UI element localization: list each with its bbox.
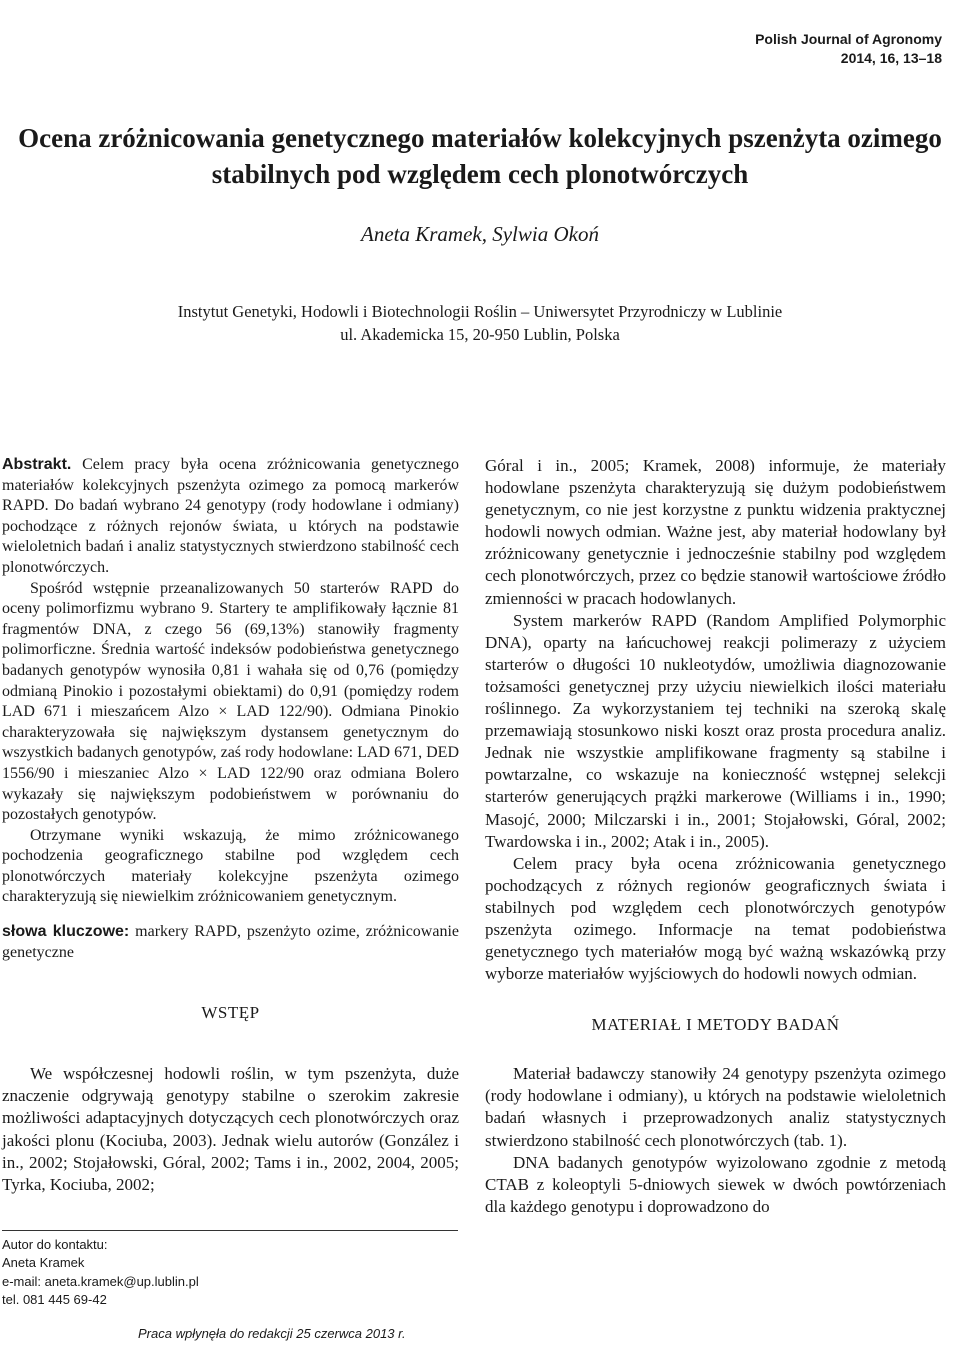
journal-issue: 2014, 16, 13–18 bbox=[840, 50, 942, 66]
abstract-label: Abstrakt. bbox=[2, 456, 72, 473]
keywords-label: słowa kluczowe: bbox=[2, 923, 130, 941]
right-column bbox=[485, 455, 946, 1218]
intro-heading: WSTĘP bbox=[201, 1003, 260, 1023]
contact-email[interactable]: e-mail: aneta.kramek@up.lublin.pl bbox=[2, 1273, 199, 1289]
abstract-paragraph-1 bbox=[2, 455, 459, 579]
intro-paragraph-1: We współczesnej hodowli roślin, w tym pszenżyta, duże znaczenie odgrywają genotypy stabilne o szerokim zakresie możliwości adaptacyjnych dotyczących cech plonotwórczych oraz jakości plonu (Kociuba, 2003). Jednak wielu autorów (González i in., 2002; Stojałowski, Góral, 2002; Tams i in., 2002, 2004, 2005; Tyrka, Kociuba, 2002; bbox=[2, 1064, 459, 1194]
abstract-text-1: Celem pracy była ocena zróżnicowania genetycznego materiałów kolekcyjnych pszenżyta ozimego za pomocą markerów RAPD. Do badań wybrano 24 genotypy (rody hodowlane i odmiany) pochodzące z różnych rejonów świata, u których na podstawie wieloletnich badań i analiz statystycznych stwierdzono stabilność cech plonotwórczych. bbox=[2, 456, 460, 576]
title-line-1: Ocena zróżnicowania genetycznego materiałów kolekcyjnych pszenżyta ozimego bbox=[18, 123, 942, 153]
methods-paragraph-1: Materiał badawczy stanowiły 24 genotypy pszenżyta ozimego (rody hodowlane i odmiany), u których na podstawie wieloletnich badań własnych i przeprowadzonych analiz statystycznych stwierdzono stabilność cech plonotwórczych (tab. 1). bbox=[485, 1064, 946, 1150]
title-line-2: stabilnych pod względem cech plonotwórczych bbox=[211, 159, 749, 189]
authors: Aneta Kramek, Sylwia Okoń bbox=[361, 222, 599, 246]
received-date: Praca wpłynęła do redakcji 25 czerwca 2013 r. bbox=[138, 1326, 406, 1341]
introduction bbox=[2, 1003, 459, 1196]
right-paragraph-1: Góral i in., 2005; Kramek, 2008) informuje, że materiały hodowlane pszenżyta charakteryzują się dużym podobieństwem genetycznym, co nie jest korzystne z punktu widzenia praktycznej hodowli nowych odmian. Ważne jest, aby materiał hodowlany był zróżnicowany genetycznie i jednocześnie stabilny pod względem cech plonotwórczych, przez co będzie stanowił wartościowe źródło zmienności w pracach hodowlanych. bbox=[485, 456, 946, 608]
abstract bbox=[2, 455, 459, 908]
journal-header bbox=[755, 30, 942, 68]
right-paragraph-2: System markerów RAPD (Random Amplified Polymorphic DNA), oparty na łańcuchowej reakcji polimerazy z użyciem starterów o długości 10 nukleotydów, umożliwia diagnozowanie tożsamości genetycznej przy użyciu niewielkich ilości materiału roślinnego. Za wykorzystaniem tej techniki na szeroką skalę przemawiają stosunkowo niski koszt oraz prosta procedura analiz. Jednak nie wszystkie amplifikowane fragmenty są stabilne i powtarzalne, co wskazuje na konieczność wstępnej selekcji starterów generujących prążki markerowe (Williams i in., 1990; Masojć, 2000; Milczarski i in., 2001; Stojałowski, Góral, 2002; Twardowska i in., 2002; Atak i in., 2005). bbox=[485, 610, 946, 851]
journal-name: Polish Journal of Agronomy bbox=[755, 31, 942, 47]
keywords bbox=[2, 922, 459, 963]
abstract-paragraph-2: Spośród wstępnie przeanalizowanych 50 starterów RAPD do oceny polimorfizmu wybrano 9. Startery te amplifikowały łącznie 81 fragmentów DNA, z czego 56 (69,13%) stanowiły fragmenty polimorficzne. Średnia wartość indeksów podobieństwa genetycznego badanych genotypów wynosiła 0,81 i wahała się od 0,76 (pomiędzy odmianą Pinokio i pozostałymi obiektami) do 0,91 (pomiędzy rodem LAD 671 i mieszańcem Alzo × LAD 122/90). Odmiana Pinokio charakteryzowała się największym dystansem genetycznym do wszystkich badanych genotypów, zaś rody hodowlane: LAD 671, DED 1556/90 i mieszaniec Alzo × LAD 122/90 oraz odmiana Bolero wykazały się największym podobieństwem w porównaniu do pozostałych genotypów. bbox=[2, 579, 459, 824]
contact-footnote bbox=[2, 1236, 199, 1310]
methods-heading: MATERIAŁ I METODY BADAŃ bbox=[591, 1015, 840, 1035]
affiliation-line-1: Instytut Genetyki, Hodowli i Biotechnologii Roślin – Uniwersytet Przyrodniczy w Lublinie bbox=[177, 302, 783, 321]
contact-label: Autor do kontaktu: bbox=[2, 1237, 108, 1252]
right-paragraph-3: Celem pracy była ocena zróżnicowania genetycznego pochodzących z różnych regionów geograficznych świata i stabilnych pod względem cech plonotwórczych genotypów pszenżyta ozimego. Informacje na temat podobieństwa genetycznego tych materiałów mogą być ważną wskazówką przy wyborze materiałów wyjściowych do hodowli nowych odmian. bbox=[485, 853, 946, 984]
abstract-paragraph-3: Otrzymane wyniki wskazują, że mimo zróżnicowanego pochodzenia geograficznego stabilne pod względem cech plonotwórczych materiały kolekcyjne pszenżyta ozimego charakteryzują się niewielkim zróżnicowaniem genetycznym. bbox=[2, 826, 459, 906]
affiliation bbox=[0, 300, 960, 346]
contact-name: Aneta Kramek bbox=[2, 1255, 85, 1271]
contact-phone: tel. 081 445 69-42 bbox=[2, 1292, 107, 1308]
left-column bbox=[2, 455, 459, 1196]
methods-paragraph-2: DNA badanych genotypów wyizolowano zgodnie z metodą CTAB z koleoptyli 5-dniowych siewek w dwóch powtórzeniach dla każdego genotypu i doprowadzono do bbox=[485, 1152, 946, 1216]
footnote-divider bbox=[2, 1230, 458, 1231]
affiliation-line-2: ul. Akademicka 15, 20-950 Lublin, Polska bbox=[340, 325, 620, 344]
keywords-text: markery RAPD, pszenżyto ozime, zróżnicowanie genetyczne bbox=[2, 923, 459, 961]
article-title bbox=[0, 120, 960, 192]
